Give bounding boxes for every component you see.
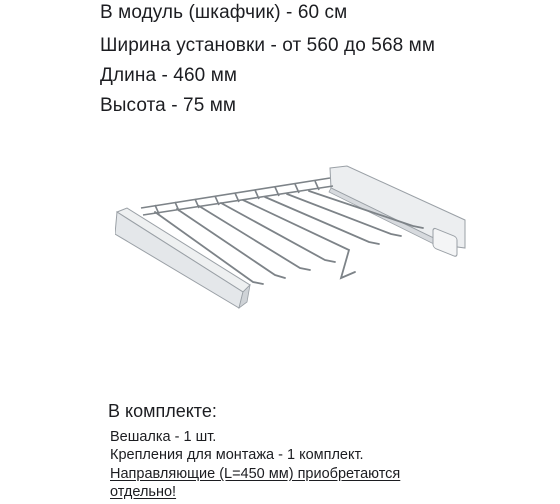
spec-module-width: В модуль (шкафчик) - 60 см (100, 2, 348, 23)
kit-rails-note: Направляющие (L=450 мм) приобретаются отдельно! (110, 466, 401, 500)
spec-length: Длина - 460 мм (100, 65, 238, 86)
kit-item: Вешалка - 1 шт. (110, 429, 217, 445)
trouser-rack-image (115, 160, 470, 325)
spec-install-width: Ширина установки - от 560 до 568 мм (100, 35, 435, 56)
left-side-panel (115, 208, 250, 308)
kit-items-list (110, 428, 364, 464)
kit-item: Крепления для монтажа - 1 комплект. (110, 447, 364, 463)
spec-height: Высота - 75 мм (100, 95, 237, 116)
back-bar (141, 178, 333, 215)
right-rail (329, 166, 465, 257)
kit-heading: В комплекте: (108, 401, 217, 421)
